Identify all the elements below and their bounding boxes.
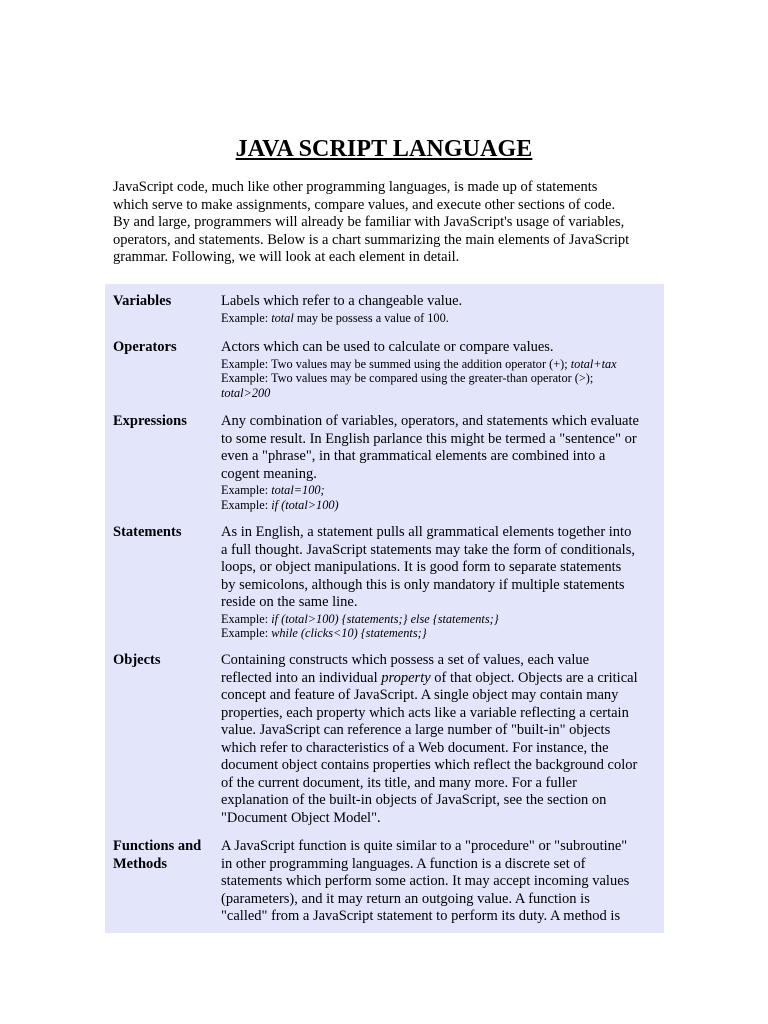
- example-line: Example: while (clicks<10) {statements;}: [221, 626, 427, 641]
- term-definition: [221, 524, 661, 641]
- definition-line: (parameters), and it may return an outgoing value. A function is: [221, 890, 590, 907]
- definition-line: a full thought. JavaScript statements may take the form of conditionals,: [221, 541, 635, 558]
- term-text: Expressions: [113, 413, 187, 429]
- definition-line: "called" from a JavaScript statement to perform its duty. A method is: [221, 908, 621, 924]
- intro-paragraph: [113, 179, 673, 267]
- definition-line: which refer to characteristics of a Web document. For instance, the: [221, 739, 609, 756]
- definition-line: value. JavaScript can reference a large number of "built-in" objects: [221, 722, 611, 738]
- example-line: total>200: [221, 385, 271, 400]
- term-text: Variables: [113, 293, 172, 309]
- term-definition: [221, 652, 661, 827]
- definition-line: concept and feature of JavaScript. A single object may contain many: [221, 687, 619, 703]
- definition-line: As in English, a statement pulls all grammatical elements together into: [221, 524, 632, 540]
- term-text: Operators: [113, 339, 177, 355]
- definition-line: by semicolons, although this is only mandatory if multiple statements: [221, 576, 625, 593]
- definition-line: loops, or object manipulations. It is good form to separate statements: [221, 559, 622, 575]
- example-line: Example: Two values may be summed using the addition operator (+); total+tax: [221, 356, 617, 371]
- example-line: Example: total=100;: [221, 483, 325, 497]
- definition-line: in other programming languages. A function is a discrete set of: [221, 855, 586, 872]
- intro-line: operators, and statements. Below is a chart summarizing the main elements of JavaScript: [113, 231, 630, 248]
- definition-line: A JavaScript function is quite similar to a "procedure" or "subroutine": [221, 838, 628, 854]
- definition-line: statements which perform some action. It may accept incoming values: [221, 873, 630, 889]
- term-definition: [221, 838, 661, 926]
- definition-line: reflected into an individual property of that object. Objects are a critical: [221, 669, 638, 686]
- definition-line: Containing constructs which possess a set of values, each value: [221, 652, 590, 668]
- term-text: Methods: [113, 855, 167, 872]
- example-line: Example: total may be possess a value of 100.: [221, 310, 449, 325]
- definition-line: cogent meaning.: [221, 465, 317, 482]
- term-label: [113, 838, 213, 873]
- intro-line: JavaScript code, much like other programming languages, is made up of statements: [113, 179, 598, 195]
- definition-line: Labels which refer to a changeable value.: [221, 293, 463, 309]
- term-definition: [221, 413, 661, 512]
- definition-line: of the current document, its title, and many more. For a fuller: [221, 774, 577, 791]
- term-definition: [221, 339, 661, 401]
- document-title: JAVA SCRIPT LANGUAGE: [235, 136, 533, 162]
- definition-line: even a "phrase", in that grammatical elements are combined into a: [221, 448, 606, 464]
- intro-line: grammar. Following, we will look at each element in detail.: [113, 249, 460, 265]
- definition-line: Actors which can be used to calculate or compare values.: [221, 339, 554, 355]
- definition-line: reside on the same line.: [221, 594, 358, 610]
- intro-line: which serve to make assignments, compare values, and execute other sections of code.: [113, 196, 616, 213]
- definition-line: document object contains properties which reflect the background color: [221, 757, 638, 773]
- term-label: [113, 413, 213, 431]
- term-label: [113, 293, 213, 311]
- term-label: [113, 339, 213, 357]
- term-label: [113, 652, 213, 670]
- term-definition: [221, 293, 661, 325]
- term-text: Functions and: [113, 838, 202, 854]
- definition-line: to some result. In English parlance this might be termed a "sentence" or: [221, 430, 637, 447]
- example-line: Example: Two values may be compared using the greater-than operator (>);: [221, 371, 594, 386]
- definition-line: "Document Object Model".: [221, 809, 381, 826]
- intro-line: By and large, programmers will already be familiar with JavaScript's usage of variables,: [113, 214, 625, 230]
- example-line: Example: if (total>100) {statements;} else {statements;}: [221, 611, 499, 626]
- grammar-table: [105, 284, 664, 933]
- definition-line: properties, each property which acts like a variable reflecting a certain: [221, 704, 629, 721]
- term-label: [113, 524, 213, 542]
- definition-line: explanation of the built-in objects of JavaScript, see the section on: [221, 792, 607, 808]
- definition-line: Any combination of variables, operators, and statements which evaluate: [221, 413, 639, 429]
- example-line: Example: if (total>100): [221, 497, 339, 512]
- term-text: Objects: [113, 652, 161, 668]
- term-text: Statements: [113, 524, 182, 540]
